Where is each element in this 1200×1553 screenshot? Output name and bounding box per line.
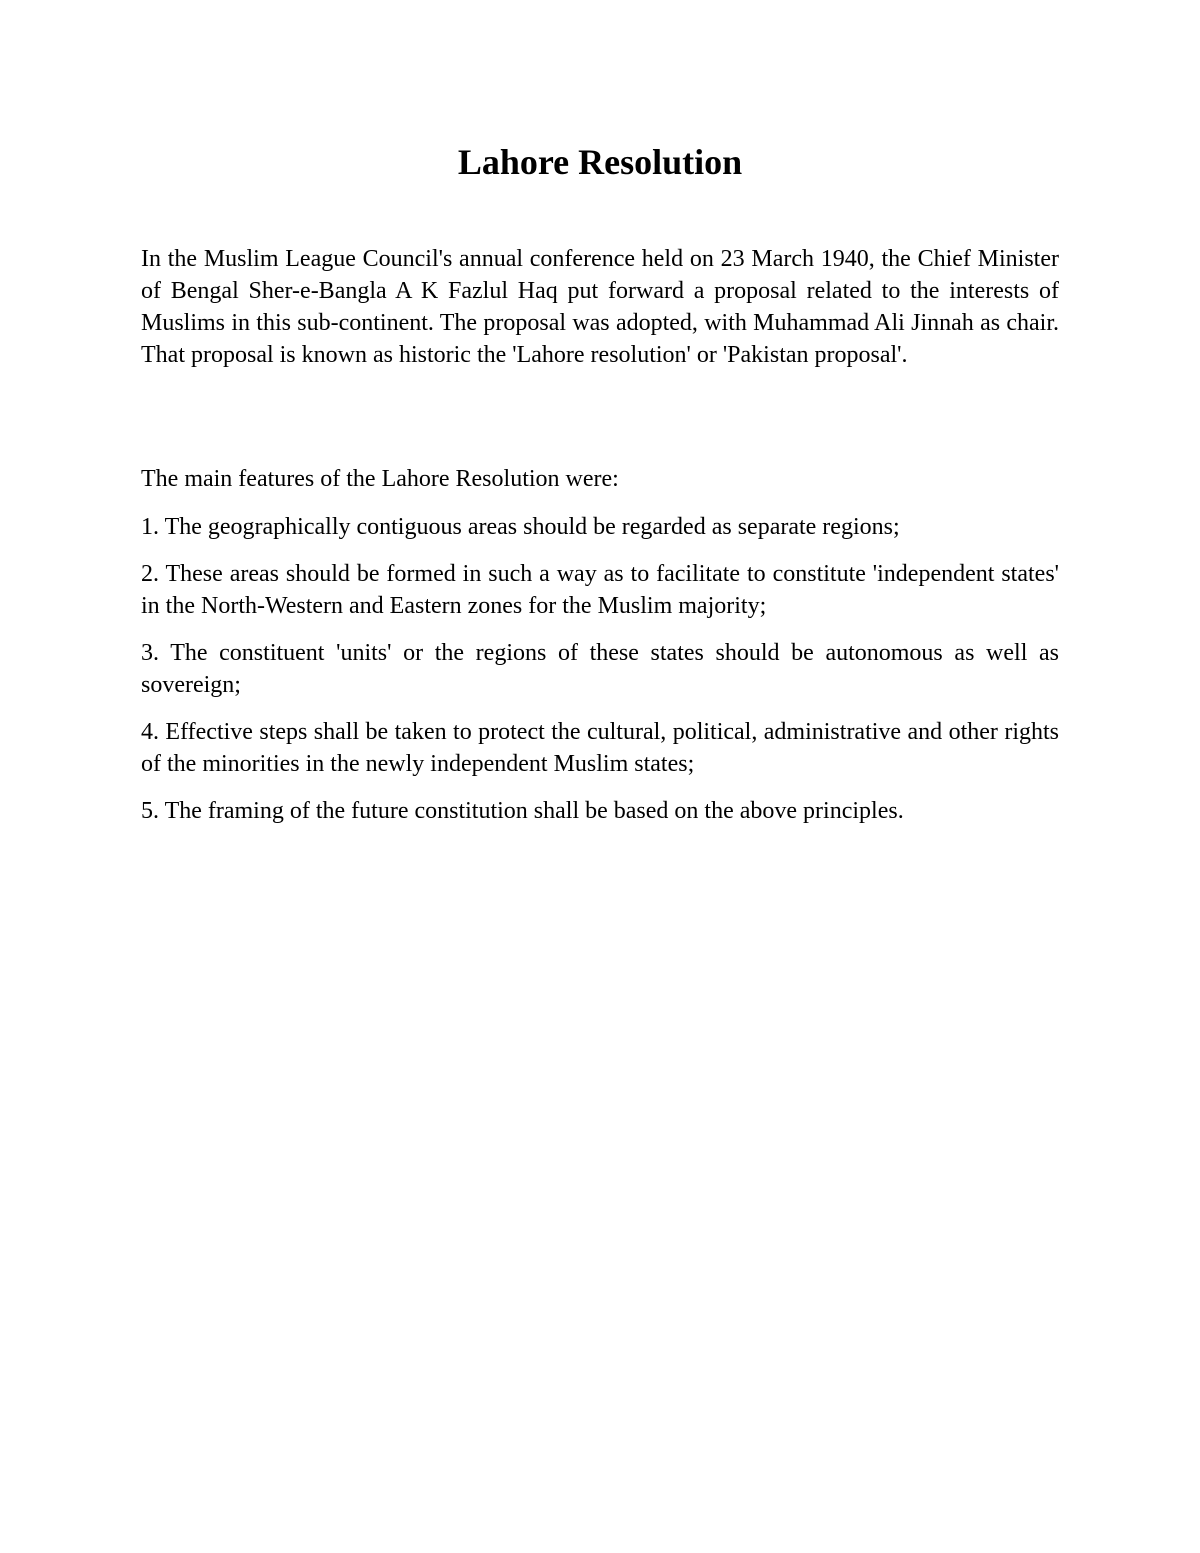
feature-item: 2. These areas should be formed in such a way as to facilitate to constitute 'independent states' in the North-Western and Eastern zones for the Muslim majority;	[141, 561, 1059, 619]
features-lead: The main features of the Lahore Resolution were:	[141, 466, 619, 492]
feature-item: 1. The geographically contiguous areas should be regarded as separate regions;	[141, 514, 900, 540]
intro-paragraph: In the Muslim League Council's annual conference held on 23 March 1940, the Chief Minister of Bengal Sher-e-Bangla A K Fazlul Haq put forward a proposal related to the interests of Muslims in this sub-continent. The proposal was adopted, with Muhammad Ali Jinnah as chair. That proposal is known as historic the 'Lahore resolution' or 'Pakistan proposal'.	[141, 246, 1059, 368]
page-title: Lahore Resolution	[457, 142, 743, 182]
feature-item: 5. The framing of the future constitution shall be based on the above principles.	[141, 798, 904, 824]
feature-item: 3. The constituent 'units' or the regions of these states should be autonomous as well as sovereign;	[141, 640, 1059, 698]
feature-item: 4. Effective steps shall be taken to protect the cultural, political, administrative and other rights of the minorities in the newly independent Muslim states;	[141, 719, 1059, 777]
